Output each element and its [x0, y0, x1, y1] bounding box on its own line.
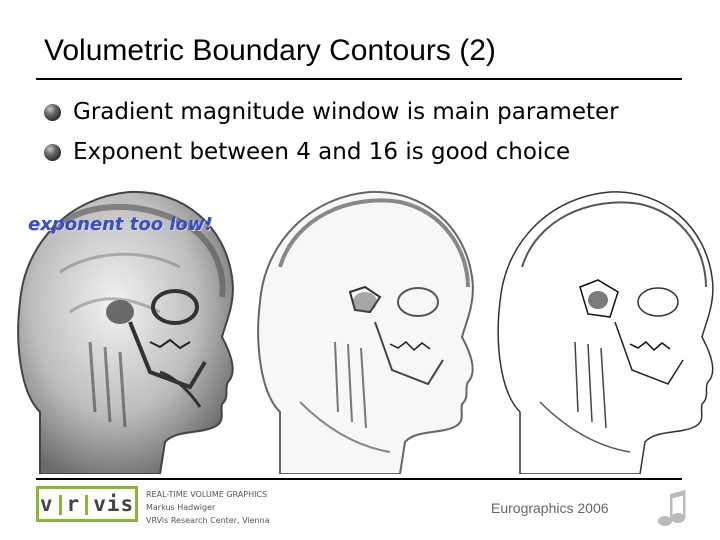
- vrvis-logo: [36, 486, 138, 522]
- slide-title: Volumetric Boundary Contours (2): [44, 34, 496, 67]
- footer-divider: [36, 478, 682, 480]
- title-divider: [36, 78, 682, 80]
- bullet-item: [44, 92, 619, 132]
- credit-line: VRVis Research Center, Vienna: [146, 516, 270, 525]
- event-name: Eurographics 2006: [491, 500, 609, 516]
- medium-exponent-rendering: [240, 172, 480, 474]
- music-note-icon: [656, 488, 686, 528]
- credit-line: REAL-TIME VOLUME GRAPHICS: [146, 490, 268, 499]
- bullet-item: [44, 132, 619, 172]
- bullet-text: Gradient magnitude window is main parameter: [73, 99, 619, 125]
- bullet-text: Exponent between 4 and 16 is good choice: [73, 139, 571, 165]
- credit-line: Markus Hadwiger: [146, 503, 216, 512]
- bullet-list: [44, 92, 619, 172]
- exponent-callout: exponent too low!: [28, 214, 213, 235]
- bullet-icon: [44, 144, 61, 161]
- footer-credits: [146, 488, 270, 527]
- bullet-icon: [44, 104, 61, 121]
- logo-text: v r vis: [39, 492, 135, 516]
- high-exponent-rendering: [480, 172, 720, 474]
